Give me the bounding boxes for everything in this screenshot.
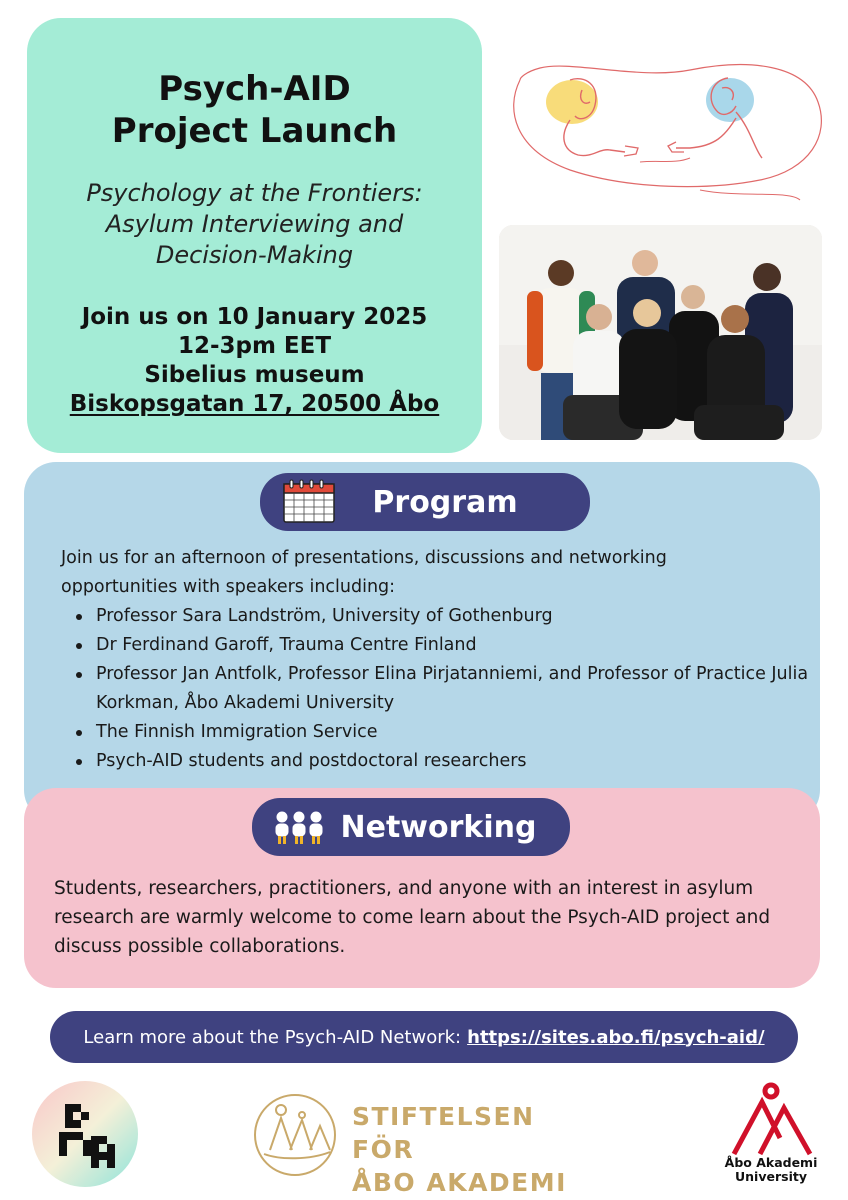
event-date: Join us on 10 January 2025	[81, 304, 428, 330]
people-icon	[272, 809, 326, 845]
team-group-photo	[499, 225, 822, 440]
program-heading: Program	[372, 484, 518, 520]
abo-akademi-name	[722, 1156, 820, 1184]
abo-akademi-logo	[722, 1082, 820, 1194]
speaker-item: Professor Jan Antfolk, Professor Elina Pirjatanniemi, and Professor of Practice Julia Korkman, Åbo Akademi University	[96, 660, 816, 718]
event-time: 12-3pm EET	[177, 333, 332, 359]
speaker-item: Dr Ferdinand Garoff, Trauma Centre Finland	[96, 631, 816, 660]
event-venue: Sibelius museum	[144, 362, 365, 388]
hero-card	[27, 18, 482, 453]
conversation-illustration	[500, 40, 830, 210]
event-details	[27, 303, 482, 419]
subtitle-line-3: Decision-Making	[155, 241, 354, 269]
speaker-item: The Finnish Immigration Service	[96, 718, 816, 747]
abo-line-1: Åbo Akademi	[724, 1155, 818, 1170]
program-heading-pill	[260, 473, 590, 531]
networking-heading: Networking	[340, 809, 537, 845]
speaker-item: Psych-AID students and postdoctoral researchers	[96, 747, 816, 776]
learn-more-bar	[50, 1011, 798, 1063]
stiftelsen-logo	[250, 1088, 590, 1197]
title-line-2: Project Launch	[111, 111, 398, 151]
title-line-1: Psych-AID	[158, 69, 351, 109]
psych-aid-logo	[31, 1080, 139, 1188]
networking-description: Students, researchers, practitioners, and anyone with an interest in asylum research are warmly welcome to come learn about the Psych-AID project and discuss possible collaborations.	[54, 878, 771, 957]
subtitle-line-2: Asylum Interviewing and	[105, 210, 404, 238]
calendar-icon	[282, 478, 338, 526]
abo-line-2: University	[735, 1169, 807, 1184]
event-address-link[interactable]: Biskopsgatan 17, 20500 Åbo	[69, 391, 440, 417]
stiftelsen-line-2: ÅBO AKADEMI	[352, 1168, 567, 1197]
networking-card	[24, 788, 820, 988]
event-title	[27, 68, 482, 152]
stiftelsen-line-1: STIFTELSEN FÖR	[352, 1102, 535, 1164]
speaker-item: Professor Sara Landström, University of Gothenburg	[96, 602, 816, 631]
event-subtitle	[47, 178, 462, 271]
program-intro: Join us for an afternoon of presentations, discussions and networking opportunities with speakers including:	[61, 548, 667, 597]
abo-akademi-emblem-icon	[722, 1082, 820, 1156]
subtitle-line-1: Psychology at the Frontiers:	[86, 179, 423, 207]
networking-heading-pill	[252, 798, 570, 856]
stiftelsen-name	[352, 1100, 590, 1199]
psych-aid-website-link[interactable]: https://sites.abo.fi/psych-aid/	[467, 1026, 765, 1048]
learn-more-label: Learn more about the Psych-AID Network:	[83, 1026, 462, 1048]
stiftelsen-emblem-icon	[250, 1088, 340, 1183]
speaker-list	[96, 602, 816, 776]
program-card	[24, 462, 820, 822]
